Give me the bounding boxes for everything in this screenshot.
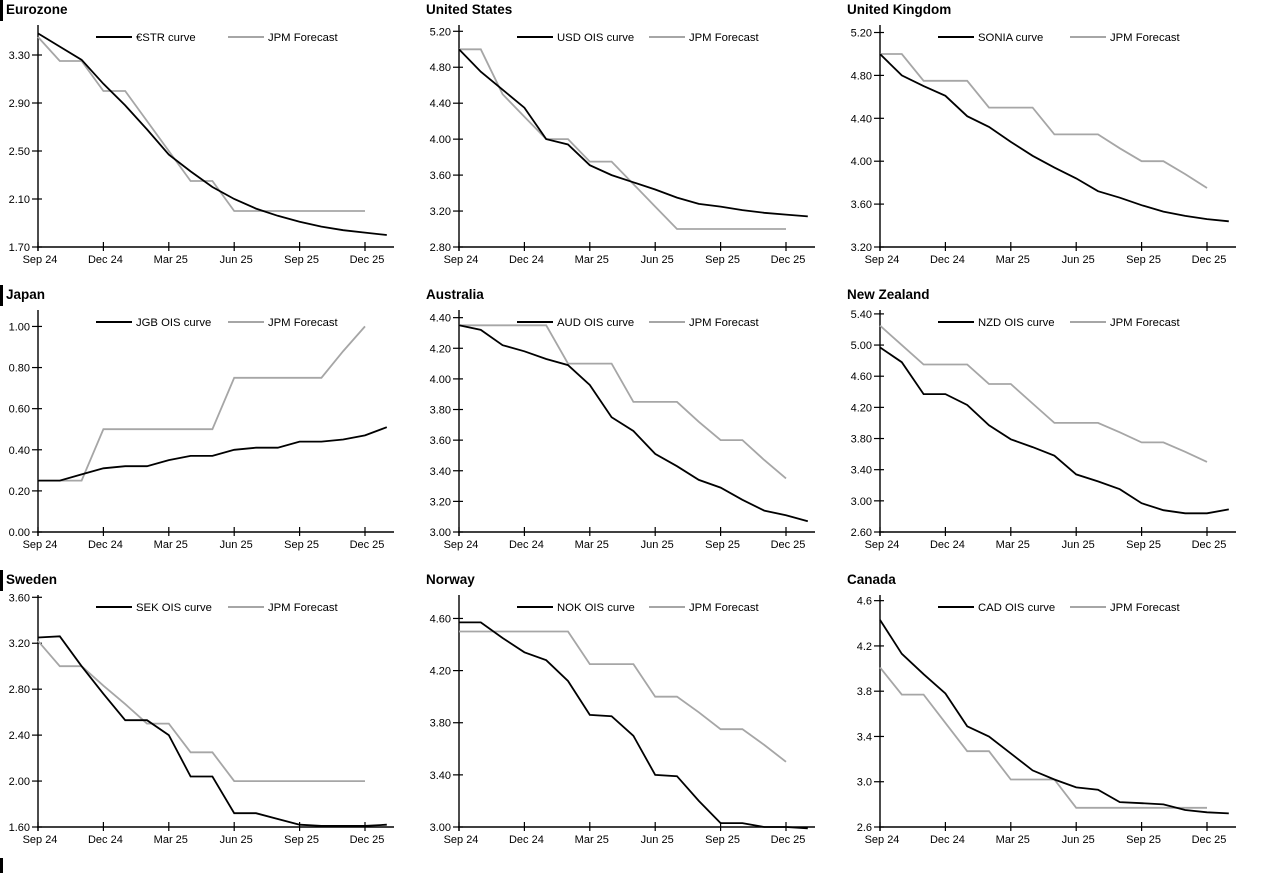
x-tick-label: Sep 24 [443, 254, 479, 266]
x-tick-label: Sep 24 [864, 254, 900, 266]
x-tick-label: Sep 25 [284, 834, 320, 846]
chart-panel-norway [421, 570, 842, 873]
chart-panel-australia [421, 285, 842, 570]
legend-label-forecast: JPM Forecast [268, 602, 338, 614]
y-tick-label: 3.30 [8, 50, 30, 62]
y-tick-label: 4.00 [429, 373, 451, 386]
chart-svg [421, 591, 842, 853]
y-tick-label: 0.00 [8, 527, 30, 539]
x-tick-label: Sep 24 [22, 254, 58, 266]
x-tick-label: Mar 25 [574, 834, 609, 846]
x-tick-label: Sep 25 [705, 539, 741, 551]
y-tick-label: 4.60 [429, 613, 451, 626]
chart-title: New Zealand [847, 287, 930, 302]
x-tick-label: Dec 25 [1191, 834, 1227, 846]
x-tick-label: Sep 24 [443, 539, 479, 551]
x-tick-label: Dec 25 [349, 254, 385, 266]
x-tick-label: Sep 25 [1126, 834, 1162, 846]
legend-label-curve: CAD OIS curve [978, 602, 1056, 614]
chart-title: Canada [847, 572, 896, 587]
y-tick-label: 5.00 [850, 340, 872, 353]
y-tick-label: 5.20 [850, 27, 872, 40]
chart-panel-japan [0, 285, 421, 570]
forecast-line [880, 667, 1207, 807]
y-tick-label: 4.40 [429, 98, 451, 111]
y-tick-label: 3.4 [856, 731, 872, 744]
x-tick-label: Jun 25 [219, 254, 253, 266]
x-tick-label: Dec 24 [87, 834, 123, 846]
x-tick-label: Jun 25 [219, 834, 253, 846]
curve-line [880, 620, 1229, 814]
curve-line [459, 325, 808, 521]
y-tick-label: 4.20 [850, 402, 872, 415]
x-tick-label: Sep 24 [443, 834, 479, 846]
chart-title: United Kingdom [847, 2, 952, 17]
y-tick-label: 3.40 [850, 464, 872, 477]
x-tick-label: Sep 24 [22, 834, 58, 846]
legend-label-forecast: JPM Forecast [1110, 602, 1180, 614]
chart-svg [421, 21, 842, 273]
x-tick-label: Jun 25 [219, 539, 253, 551]
y-tick-label: 3.0 [856, 776, 872, 789]
legend-label-curve: NZD OIS curve [978, 317, 1055, 329]
y-tick-label: 4.40 [850, 113, 872, 126]
chart-svg [0, 591, 421, 853]
chart-svg [842, 306, 1263, 558]
y-tick-label: 2.10 [8, 194, 30, 206]
curve-line [38, 427, 387, 480]
y-tick-label: 4.00 [429, 134, 451, 147]
x-tick-label: Jun 25 [640, 834, 674, 846]
legend-label-forecast: JPM Forecast [268, 317, 338, 329]
y-tick-label: 5.20 [429, 26, 451, 39]
chart-svg [421, 306, 842, 558]
y-tick-label: 3.20 [8, 638, 30, 651]
chart-svg [842, 591, 1263, 853]
x-tick-label: Mar 25 [153, 539, 188, 551]
x-tick-label: Mar 25 [153, 254, 188, 266]
y-tick-label: 1.00 [8, 321, 30, 334]
y-tick-label: 3.80 [429, 404, 451, 417]
x-tick-label: Mar 25 [995, 254, 1030, 266]
y-tick-label: 2.60 [850, 527, 872, 539]
chart-title: Sweden [0, 570, 421, 591]
y-tick-label: 5.40 [850, 308, 872, 321]
forecast-line [459, 632, 786, 762]
y-tick-label: 3.20 [850, 242, 872, 254]
y-tick-label: 3.40 [429, 465, 451, 478]
x-tick-label: Dec 24 [508, 539, 544, 551]
x-tick-label: Jun 25 [1061, 539, 1095, 551]
curve-line [38, 33, 387, 235]
x-tick-label: Jun 25 [640, 539, 674, 551]
x-tick-label: Dec 24 [508, 834, 544, 846]
y-tick-label: 3.80 [850, 433, 872, 446]
x-tick-label: Dec 24 [87, 254, 123, 266]
legend-label-forecast: JPM Forecast [689, 32, 759, 44]
x-tick-label: Sep 24 [864, 539, 900, 551]
chart-title: Eurozone [0, 0, 421, 21]
forecast-line [38, 326, 365, 480]
x-tick-label: Dec 25 [770, 539, 806, 551]
curve-line [38, 636, 387, 826]
x-tick-label: Sep 25 [1126, 539, 1162, 551]
y-tick-label: 0.20 [8, 485, 30, 498]
x-tick-label: Dec 24 [929, 539, 965, 551]
x-tick-label: Dec 25 [770, 254, 806, 266]
y-tick-label: 3.00 [429, 822, 451, 834]
x-tick-label: Dec 24 [929, 834, 965, 846]
legend-label-curve: SONIA curve [978, 32, 1044, 44]
y-tick-label: 2.6 [856, 822, 872, 834]
y-tick-label: 3.20 [429, 496, 451, 509]
curve-line [459, 622, 808, 828]
x-tick-label: Dec 24 [929, 254, 965, 266]
x-tick-label: Dec 25 [349, 539, 385, 551]
forecast-line [459, 49, 786, 229]
legend-label-curve: NOK OIS curve [557, 602, 635, 614]
x-tick-label: Dec 25 [770, 834, 806, 846]
y-tick-label: 4.80 [850, 70, 872, 83]
legend-label-forecast: JPM Forecast [689, 602, 759, 614]
chart-title: Australia [426, 287, 484, 302]
y-tick-label: 3.00 [429, 527, 451, 539]
y-tick-label: 3.40 [429, 769, 451, 782]
chart-panel-united-states [421, 0, 842, 285]
legend-label-forecast: JPM Forecast [268, 32, 338, 44]
y-tick-label: 3.60 [429, 170, 451, 183]
x-tick-label: Jun 25 [1061, 254, 1095, 266]
legend-label-curve: USD OIS curve [557, 32, 635, 44]
forecast-line [880, 54, 1207, 188]
y-tick-label: 1.70 [8, 242, 30, 254]
x-tick-label: Dec 24 [87, 539, 123, 551]
x-tick-label: Sep 24 [22, 539, 58, 551]
x-tick-label: Dec 24 [508, 254, 544, 266]
x-tick-label: Mar 25 [995, 834, 1030, 846]
y-tick-label: 4.80 [429, 62, 451, 75]
y-tick-label: 2.80 [8, 684, 30, 697]
chart-panel-united-kingdom [842, 0, 1264, 285]
curve-line [459, 49, 808, 216]
legend-label-forecast: JPM Forecast [1110, 317, 1180, 329]
legend-label-forecast: JPM Forecast [689, 317, 759, 329]
legend-label-curve: JGB OIS curve [136, 317, 212, 329]
legend-label-curve: SEK OIS curve [136, 602, 212, 614]
x-tick-label: Sep 25 [705, 834, 741, 846]
y-tick-label: 3.60 [429, 435, 451, 448]
x-tick-label: Mar 25 [574, 254, 609, 266]
x-tick-label: Mar 25 [574, 539, 609, 551]
chart-panel-new-zealand [842, 285, 1264, 570]
y-tick-label: 4.60 [850, 371, 872, 384]
y-tick-label: 4.6 [856, 595, 872, 608]
y-tick-label: 3.00 [850, 495, 872, 508]
curve-line [880, 54, 1229, 221]
curve-line [880, 347, 1229, 513]
y-tick-label: 3.8 [856, 686, 872, 699]
x-tick-label: Sep 25 [284, 539, 320, 551]
cropped-next-section-bar [0, 858, 3, 873]
y-tick-label: 4.00 [850, 156, 872, 169]
y-tick-label: 0.80 [8, 362, 30, 375]
chart-svg [0, 306, 421, 558]
y-tick-label: 1.60 [8, 822, 30, 834]
y-tick-label: 2.90 [8, 98, 30, 110]
forecast-line [38, 37, 365, 211]
x-tick-label: Sep 25 [284, 254, 320, 266]
forecast-line [38, 641, 365, 781]
chart-title: Norway [426, 572, 475, 587]
chart-panel-eurozone [0, 0, 421, 285]
y-tick-label: 3.20 [429, 206, 451, 219]
x-tick-label: Dec 25 [1191, 539, 1227, 551]
legend-label-curve: AUD OIS curve [557, 317, 635, 329]
y-tick-label: 4.40 [429, 312, 451, 325]
chart-svg [0, 21, 421, 273]
chart-panel-sweden [0, 570, 421, 873]
y-tick-label: 0.40 [8, 444, 30, 457]
y-tick-label: 0.60 [8, 403, 30, 416]
y-tick-label: 2.80 [429, 242, 451, 254]
chart-panel-canada [842, 570, 1264, 873]
x-tick-label: Jun 25 [1061, 834, 1095, 846]
x-tick-label: Sep 25 [1126, 254, 1162, 266]
chart-svg [842, 21, 1263, 273]
x-tick-label: Sep 24 [864, 834, 900, 846]
x-tick-label: Dec 25 [1191, 254, 1227, 266]
x-tick-label: Jun 25 [640, 254, 674, 266]
legend-label-forecast: JPM Forecast [1110, 32, 1180, 44]
x-tick-label: Sep 25 [705, 254, 741, 266]
y-tick-label: 2.00 [8, 776, 30, 789]
y-tick-label: 3.80 [429, 717, 451, 730]
y-tick-label: 4.20 [429, 343, 451, 356]
forecast-line [459, 325, 786, 478]
chart-title: Japan [0, 285, 421, 306]
y-tick-label: 3.60 [8, 592, 30, 605]
y-tick-label: 2.40 [8, 730, 30, 743]
y-tick-label: 4.2 [856, 640, 872, 653]
chart-title: United States [426, 2, 513, 17]
legend-label-curve: €STR curve [136, 32, 196, 44]
x-tick-label: Mar 25 [153, 834, 188, 846]
y-tick-label: 4.20 [429, 665, 451, 678]
y-tick-label: 2.50 [8, 146, 30, 158]
x-tick-label: Mar 25 [995, 539, 1030, 551]
x-tick-label: Dec 25 [349, 834, 385, 846]
y-tick-label: 3.60 [850, 199, 872, 212]
